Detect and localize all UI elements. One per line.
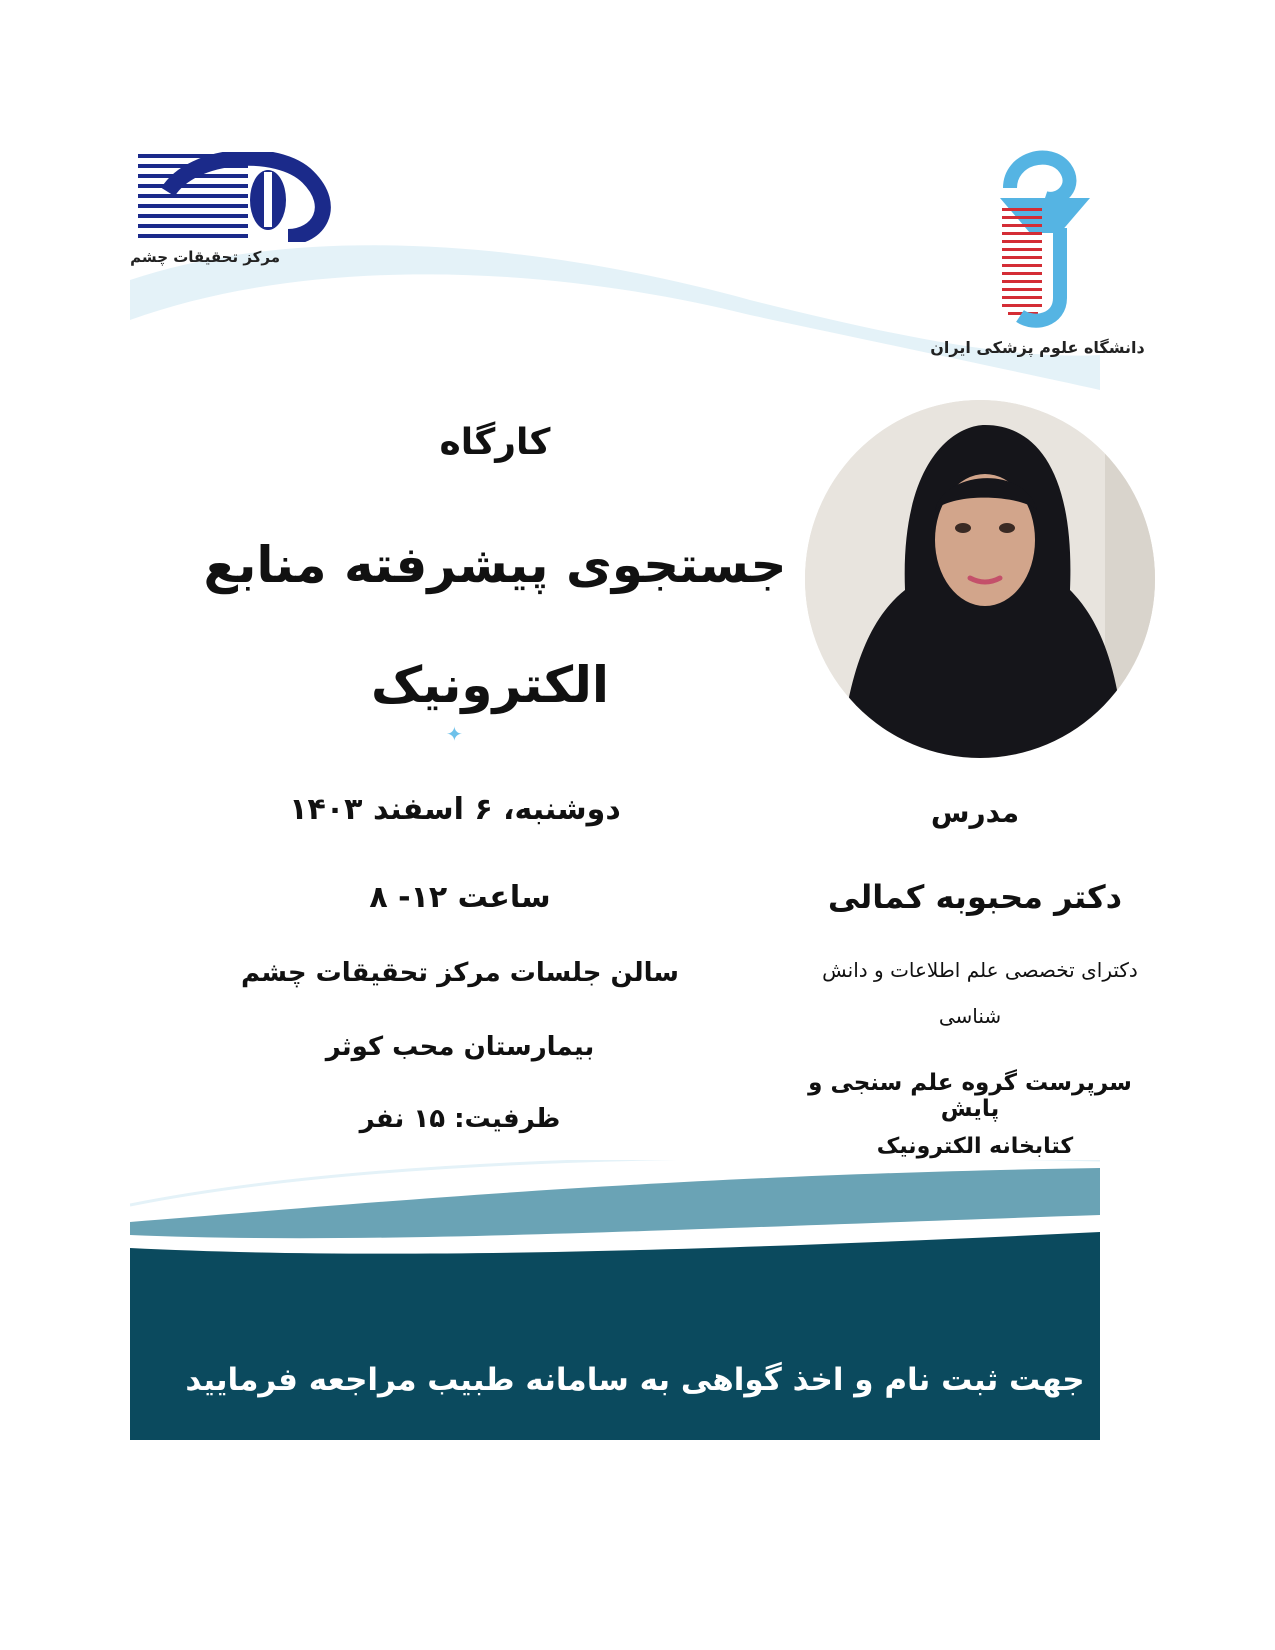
event-date: دوشنبه، ۶ اسفند ۱۴۰۳ [289, 792, 621, 827]
instructor-portrait [805, 400, 1155, 758]
eye-research-center-name: مرکز تحقیقات چشم [130, 248, 280, 266]
iran-university-name: دانشگاه علوم پزشکی ایران [930, 338, 1145, 357]
instructor-degree-line-2: شناسی [938, 1004, 1002, 1028]
registration-instruction: جهت ثبت نام و اخذ گواهی به سامانه طبیب مراجعه فرمایید [185, 1362, 1085, 1398]
event-venue-hospital: بیمارستان محب کوثر [325, 1032, 595, 1062]
instructor-role-line-2: کتابخانه الکترونیک [876, 1134, 1074, 1159]
bottom-banner [130, 1160, 1100, 1440]
instructor-role-line-1: سرپرست گروه علم سنجی و پایش [808, 1070, 1132, 1122]
ornament-icon: ✦ [446, 722, 463, 746]
instructor-name: دکتر محبوبه کمالی [827, 878, 1123, 916]
event-time: ساعت ۱۲- ۸ [369, 880, 551, 915]
bottom-banner-dark [130, 1232, 1100, 1440]
portrait-illustration [805, 400, 1155, 758]
event-capacity: ظرفیت: ۱۵ نفر [359, 1104, 561, 1134]
instructor-label: مدرس [930, 796, 1020, 829]
workshop-title-line-2: الکترونیک [371, 656, 609, 714]
event-venue-hall: سالن جلسات مرکز تحقیقات چشم [241, 958, 679, 988]
top-wave-shape [130, 245, 1100, 390]
workshop-title-line-1: جستجوی پیشرفته منابع [203, 536, 787, 594]
workshop-label: کارگاه [439, 422, 551, 463]
top-wave-decoration [130, 220, 1100, 390]
eye-research-center-logo [138, 152, 348, 242]
instructor-degree-line-1: دکترای تخصصی علم اطلاعات و دانش [822, 958, 1138, 982]
iran-university-logo [990, 148, 1100, 333]
